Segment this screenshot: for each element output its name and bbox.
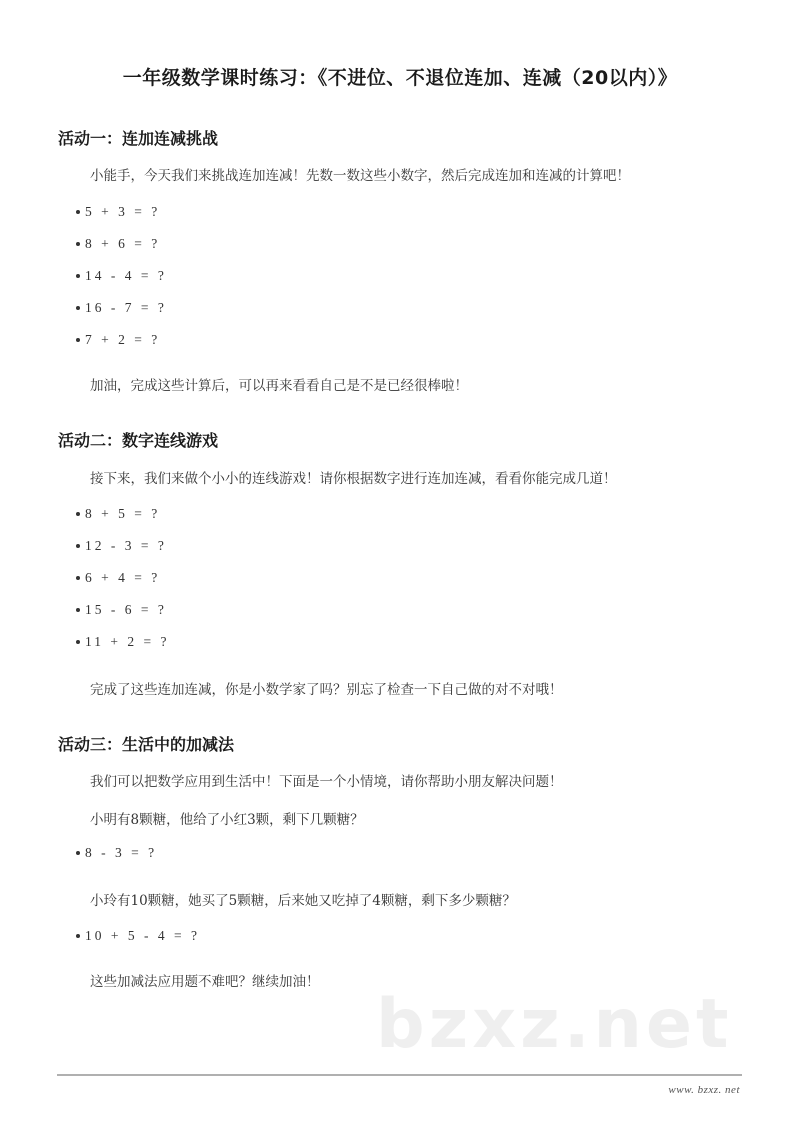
problem-1: 小明有8颗糖，他给了小红3颗，剩下几颗糖？ [90, 812, 364, 828]
list-item: 14 - 4 = ? [76, 268, 167, 284]
document-title: 一年级数学课时练习：《不进位、不退位连加、连减（20以内）》 [122, 67, 678, 89]
footer-divider [57, 1074, 742, 1076]
list-item: 5 + 3 = ? [76, 204, 160, 220]
watermark: bzxz.net [376, 985, 733, 1064]
list-item: 6 + 4 = ? [76, 570, 160, 586]
section-1-outro: 加油，完成这些计算后，可以再来看看自己是不是已经很棒啦！ [90, 378, 468, 394]
list-item: 15 - 6 = ? [76, 602, 167, 618]
section-2-outro: 完成了这些连加连减，你是小数学家了吗？别忘了检查一下自己做的对不对哦！ [90, 682, 563, 698]
section-heading-2: 活动二：数字连线游戏 [58, 431, 219, 450]
section-heading-1: 活动一：连加连减挑战 [58, 129, 219, 148]
bullet-icon [76, 512, 80, 516]
footer-url: www. bzxz. net [668, 1084, 740, 1096]
list-item: 16 - 7 = ? [76, 300, 167, 316]
bullet-icon [76, 576, 80, 580]
problem-2: 小玲有10颗糖，她买了5颗糖，后来她又吃掉了4颗糖，剩下多少颗糖？ [90, 893, 516, 909]
list-item: 8 + 5 = ? [76, 506, 160, 522]
bullet-icon [76, 934, 80, 938]
list-item: 10 + 5 - 4 = ? [76, 928, 200, 944]
section-2-intro: 接下来，我们来做个小小的连线游戏！请你根据数字进行连加连减，看看你能完成几道！ [90, 471, 617, 487]
section-heading-3: 活动三：生活中的加减法 [58, 735, 235, 754]
section-1-intro: 小能手，今天我们来挑战连加连减！先数一数这些小数字，然后完成连加和连减的计算吧！ [90, 168, 630, 184]
bullet-icon [76, 608, 80, 612]
list-item: 11 + 2 = ? [76, 634, 169, 650]
section-3-outro: 这些加减法应用题不难吧？继续加油！ [90, 974, 320, 990]
bullet-icon [76, 851, 80, 855]
bullet-icon [76, 306, 80, 310]
bullet-icon [76, 544, 80, 548]
bullet-icon [76, 640, 80, 644]
list-item: 8 - 3 = ? [76, 845, 157, 861]
bullet-icon [76, 274, 80, 278]
bullet-icon [76, 242, 80, 246]
list-item: 12 - 3 = ? [76, 538, 167, 554]
section-3-intro: 我们可以把数学应用到生活中！下面是一个小情境，请你帮助小朋友解决问题！ [90, 774, 563, 790]
list-item: 7 + 2 = ? [76, 332, 160, 348]
bullet-icon [76, 338, 80, 342]
list-item: 8 + 6 = ? [76, 236, 160, 252]
bullet-icon [76, 210, 80, 214]
